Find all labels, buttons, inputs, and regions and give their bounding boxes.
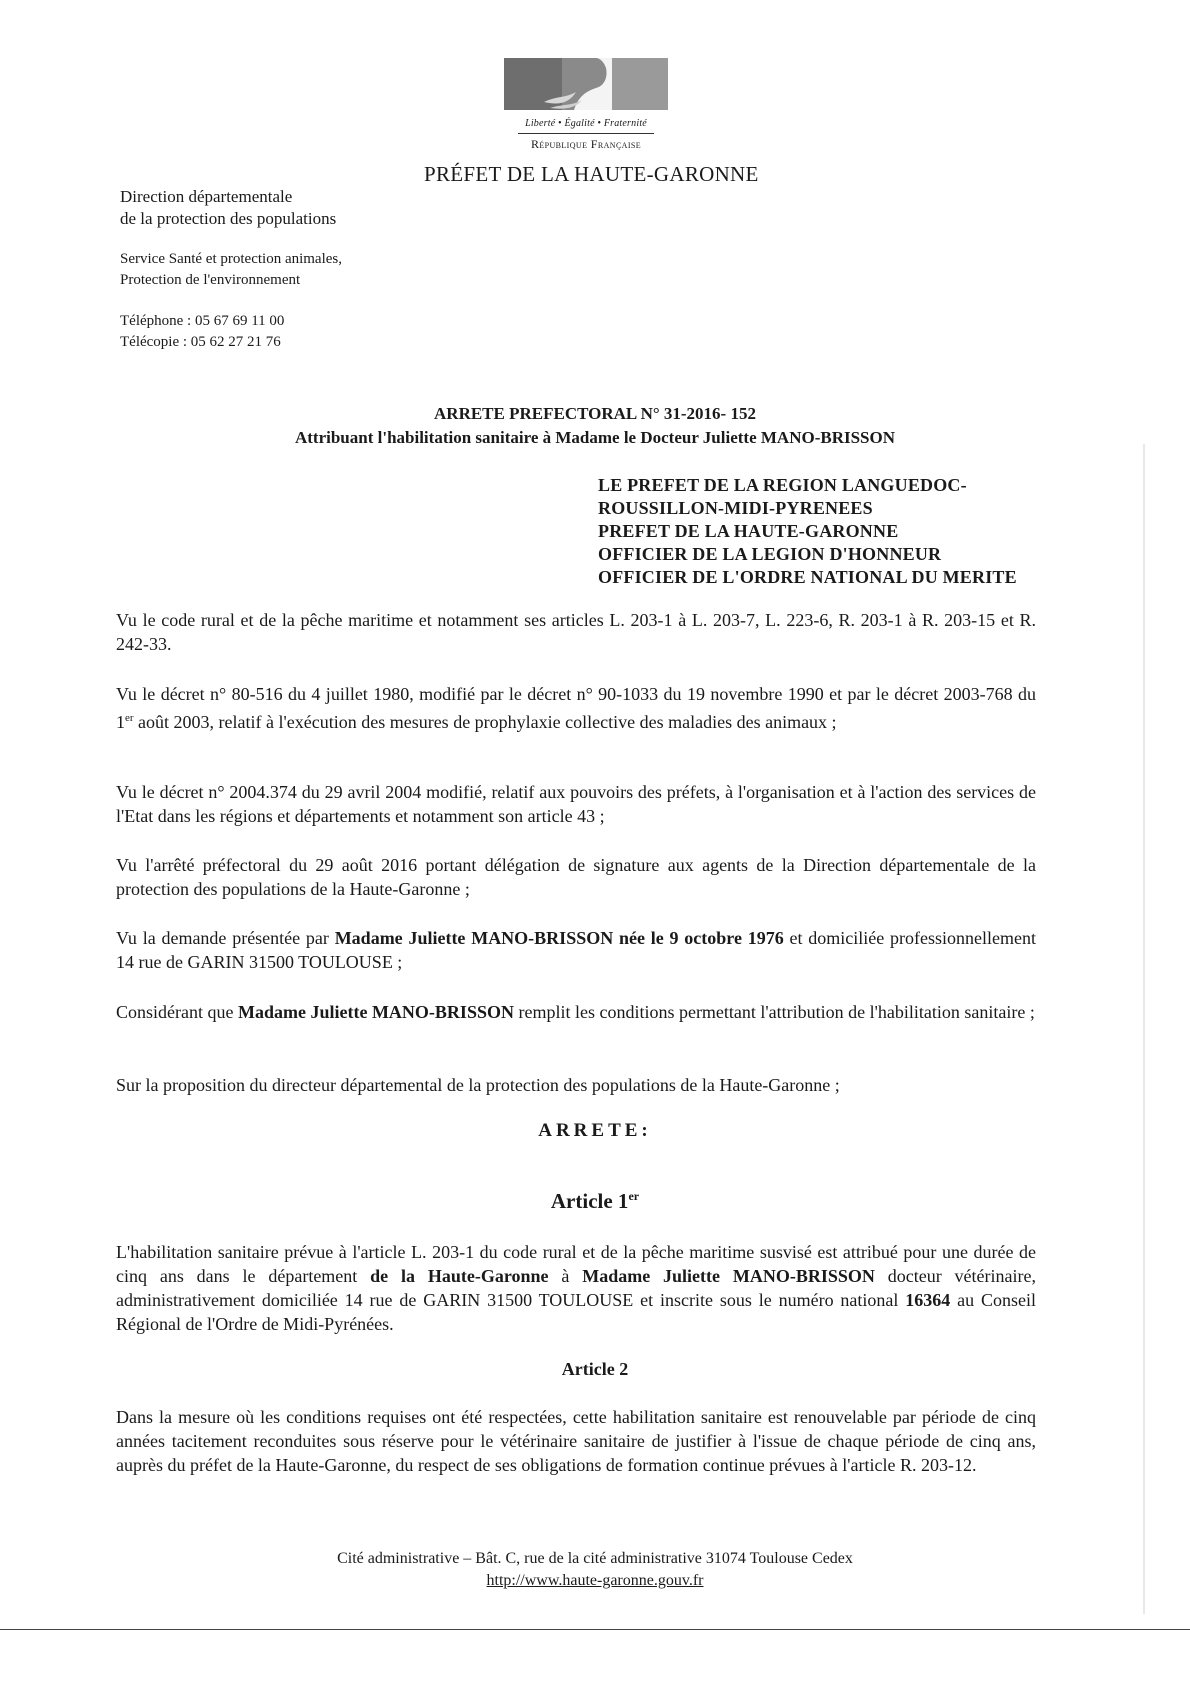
visa-text: Vu la demande présentée par xyxy=(116,928,335,948)
direction-line: de la protection des populations xyxy=(120,209,337,228)
birth-date: née le 9 octobre 1976 xyxy=(619,928,784,948)
direction-line: Direction départementale xyxy=(120,187,293,206)
article-text: L'habilitation sanitaire prévue à l'article L. 203-1 du code rural et de la pêche maritime susvisé est attribué pour une durée de cinq ans dans le département xyxy=(116,1242,1036,1286)
prefecture-website-link[interactable]: http://www.haute-garonne.gouv.fr xyxy=(486,1572,704,1589)
sender-service xyxy=(120,249,342,291)
prefet-title: PRÉFET DE LA HAUTE-GARONNE xyxy=(424,162,759,186)
visa-text: Vu le décret n° 80-516 du 4 juillet 1980, modifié par le décret n° 90-1033 du 19 novembre 1990 et par le décret 2003-768 du 1 xyxy=(116,684,1036,732)
arrete-subject: Attribuant l'habilitation sanitaire à Madame le Docteur Juliette MANO-BRISSON xyxy=(294,428,895,447)
footer-url-wrapper xyxy=(0,1570,1190,1591)
telecopie: Télécopie : 05 62 27 21 76 xyxy=(120,334,281,350)
authority-line: OFFICIER DE L'ORDRE NATIONAL DU MERITE xyxy=(598,567,1017,587)
visa-text: remplit les conditions permettant l'attribution de l'habilitation sanitaire ; xyxy=(513,1002,1035,1022)
national-number: 16364 xyxy=(905,1290,951,1310)
article-text: au Conseil Régional de l'Ordre de Midi-Pyrénées. xyxy=(116,1290,1036,1334)
superscript: er xyxy=(125,712,134,724)
logo-divider xyxy=(518,133,654,134)
visa-text: Considérant que xyxy=(116,1002,238,1022)
footer-address: Cité administrative – Bât. C, rue de la cité administrative 31074 Toulouse Cedex xyxy=(337,1550,853,1567)
article-text: docteur vétérinaire, administrativement domiciliée 14 rue de GARIN 31500 TOULOUSE et inscrite sous le numéro national xyxy=(116,1266,1036,1310)
service-line: Protection de l'environnement xyxy=(120,272,301,288)
veterinarian-name: Madame Juliette MANO-BRISSON xyxy=(582,1266,875,1286)
visa-decret-2004: Vu le décret n° 2004.374 du 29 avril 2004 modifié, relatif aux pouvoirs des préfets, à l'organisation et à l'action des services de l'Etat dans les régions et départements et notamment son article 43 ; xyxy=(116,782,1036,826)
authority-block xyxy=(598,474,1017,589)
applicant-name: Madame Juliette MANO-BRISSON xyxy=(237,1002,514,1022)
authority-line: LE PREFET DE LA REGION LANGUEDOC- xyxy=(598,475,967,495)
article-1-heading xyxy=(0,1189,1190,1214)
scan-edge xyxy=(1143,444,1145,1614)
article-2-text: Dans la mesure où les conditions requises ont été respectées, cette habilitation sanitaire est renouvelable par période de cinq années tacitement reconduites sous réserve pour le vétérinaire sanitaire de justifier à l'issue de chaque période de cinq ans, auprès du préfet de la Haute-Garonne, du respect de ses obligations de formation continue prévues à l'article R. 203-12. xyxy=(116,1407,1036,1475)
republic-name: République Française xyxy=(530,137,642,151)
article-1-text xyxy=(116,1240,1036,1336)
superscript: er xyxy=(628,1189,640,1203)
authority-line: PREFET DE LA HAUTE-GARONNE xyxy=(598,521,899,541)
visa-code-rural: Vu le code rural et de la pêche maritime et notamment ses articles L. 203-1 à L. 203-7, L. 223-6, R. 203-1 à R. 203-15 et R. 242-33. xyxy=(116,610,1036,654)
visa-text: août 2003, relatif à l'exécution des mesures de prophylaxie collective des maladies des animaux ; xyxy=(133,712,837,732)
department: de la Haute-Garonne xyxy=(370,1266,549,1286)
marianne-emblem-icon xyxy=(504,58,668,110)
visa-demande xyxy=(116,926,1036,974)
considerant xyxy=(116,1000,1036,1024)
visa-arrete-delegation: Vu l'arrêté préfectoral du 29 août 2016 portant délégation de signature aux agents de la Direction départementale de la protection des populations de la Haute-Garonne ; xyxy=(116,855,1036,899)
arrete-number: ARRETE PREFECTORAL N° 31-2016- 152 xyxy=(434,404,756,423)
telephone: Téléphone : 05 67 69 11 00 xyxy=(120,313,285,329)
service-line: Service Santé et protection animales, xyxy=(120,251,343,267)
sender-contact xyxy=(120,311,284,353)
visa-text: et domiciliée professionnellement 14 rue de GARIN 31500 TOULOUSE ; xyxy=(116,928,1036,972)
article-2-heading: Article 2 xyxy=(561,1359,629,1379)
page-bottom-rule xyxy=(0,1629,1190,1630)
authority-line: ROUSSILLON-MIDI-PYRENEES xyxy=(598,498,873,518)
authority-line: OFFICIER DE LA LEGION D'HONNEUR xyxy=(598,544,942,564)
applicant-name: Madame Juliette MANO-BRISSON xyxy=(334,928,614,948)
arrete-heading: ARRETE: xyxy=(538,1120,652,1141)
republique-francaise-logo xyxy=(504,58,668,151)
article-heading-text: Article 1 xyxy=(550,1189,629,1213)
republic-motto: Liberté • Égalité • Fraternité xyxy=(525,118,647,129)
article-text: à xyxy=(548,1266,583,1286)
sender-direction xyxy=(120,186,336,230)
proposition: Sur la proposition du directeur départemental de la protection des populations de la Haute-Garonne ; xyxy=(116,1075,840,1095)
visa-decret-1980 xyxy=(116,682,1036,734)
